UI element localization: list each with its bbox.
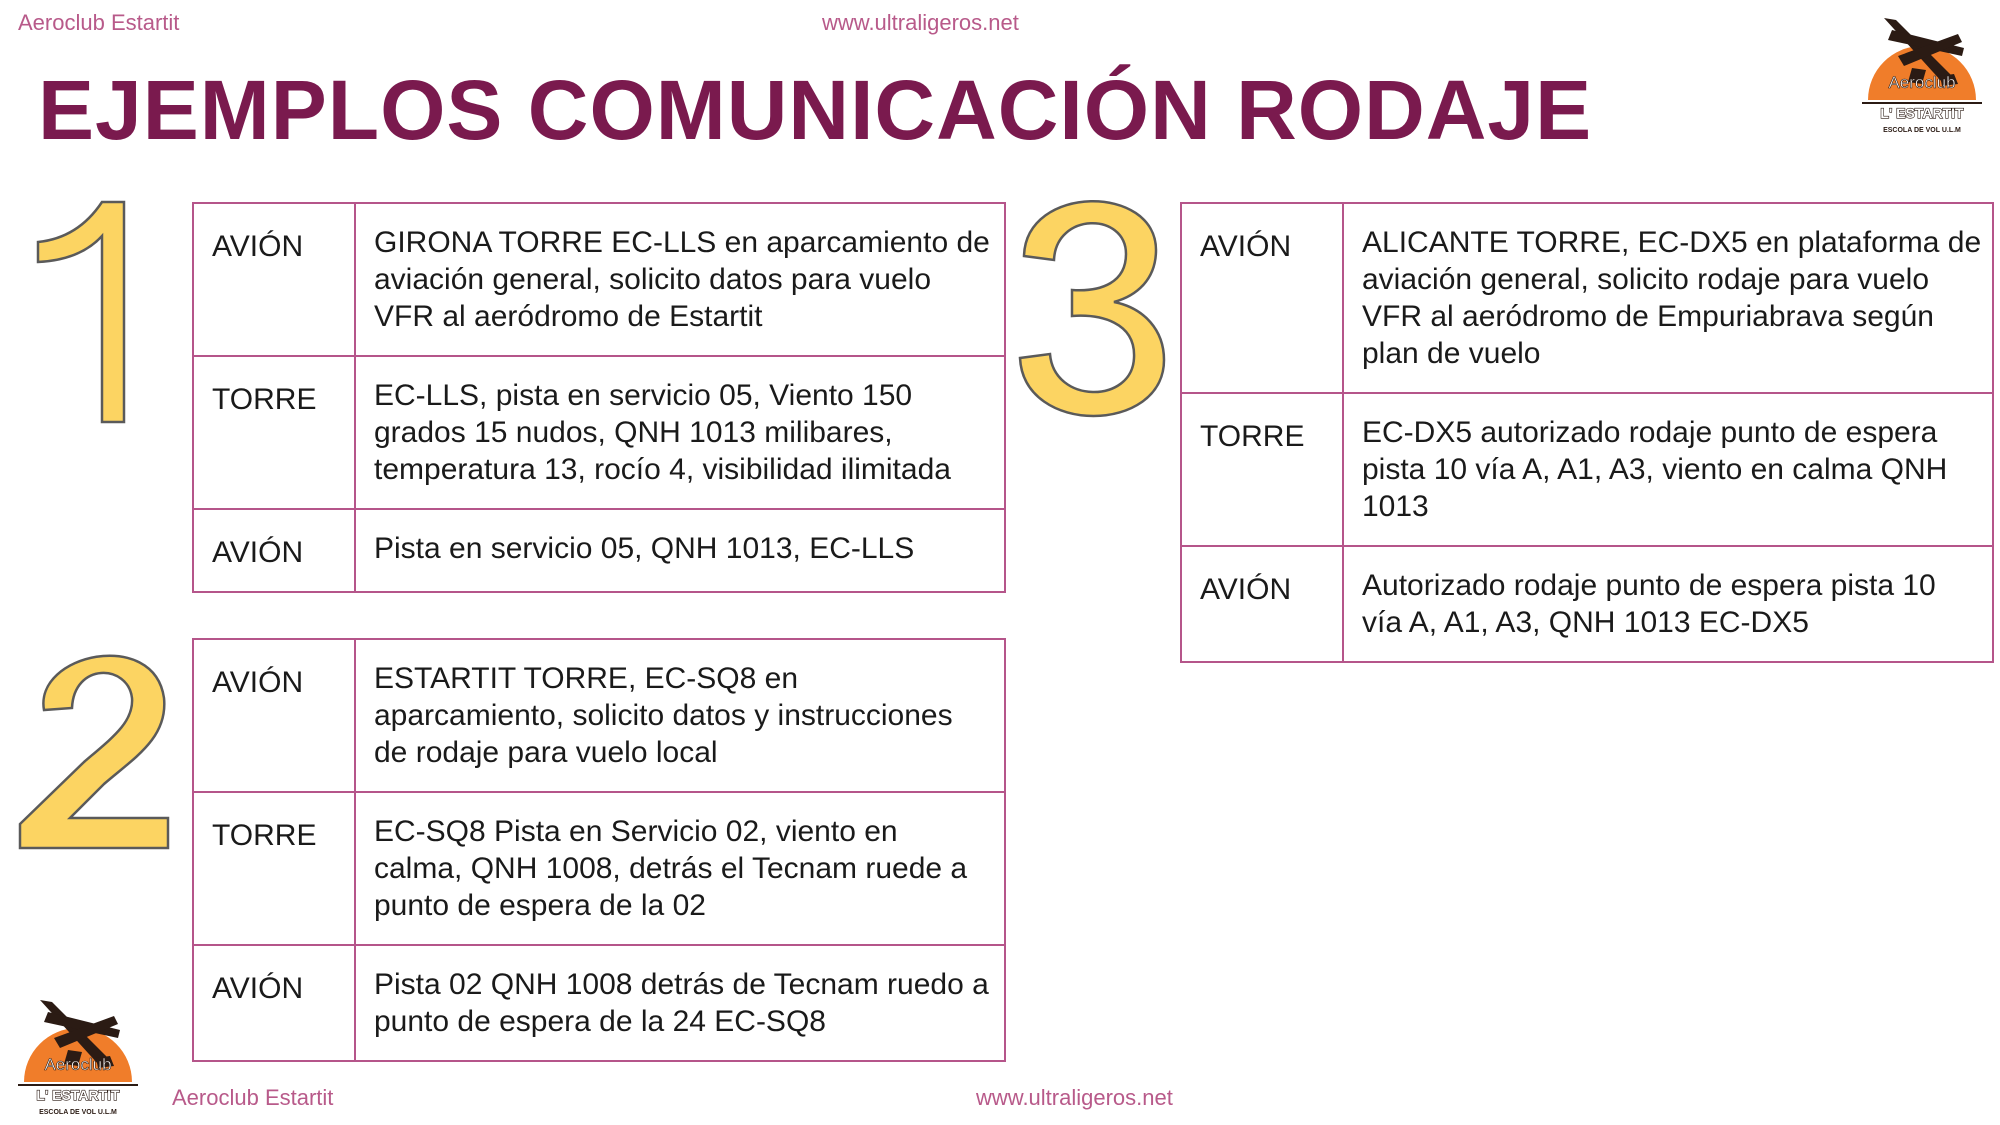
message-cell: EC-SQ8 Pista en Servicio 02, viento en calma, QNH 1008, detrás el Tecnam ruede a punto de espera de la 02 [355, 792, 1005, 945]
message-cell: Pista en servicio 05, QNH 1013, EC-LLS [355, 509, 1005, 592]
table-row [193, 509, 1005, 592]
example-3-table [1180, 202, 1994, 663]
example-number-3 [1016, 198, 1166, 428]
table-row [193, 203, 1005, 356]
table-row [193, 792, 1005, 945]
table-row [193, 945, 1005, 1061]
message-cell: GIRONA TORRE EC-LLS en aparcamiento de aviación general, solicito datos para vuelo VFR al aeródromo de Estartit [355, 203, 1005, 356]
example-2-table [192, 638, 1006, 1062]
logo-escola-text: ESCOLA DE VOL U.L.M [1883, 127, 1961, 134]
message-cell: ESTARTIT TORRE, EC-SQ8 en aparcamiento, solicito datos y instrucciones de rodaje para vuelo local [355, 639, 1005, 792]
logo-escola-text: ESCOLA DE VOL U.L.M [39, 1109, 117, 1116]
logo-estartit-text: L' ESTARTIT [36, 1087, 120, 1103]
example-number-2 [14, 638, 174, 853]
speaker-cell: TORRE [1181, 393, 1343, 546]
header-website[interactable]: www.ultraligeros.net [822, 10, 1019, 35]
speaker-cell: AVIÓN [193, 509, 355, 592]
table-row [1181, 393, 1993, 546]
speaker-cell: AVIÓN [193, 945, 355, 1061]
speaker-cell: TORRE [193, 792, 355, 945]
example-number-1 [28, 200, 138, 425]
speaker-cell: AVIÓN [193, 639, 355, 792]
message-cell: EC-LLS, pista en servicio 05, Viento 150 grados 15 nudos, QNH 1013 milibares, temperatura 13, rocío 4, visibilidad ilimitada [355, 356, 1005, 509]
table-row [193, 639, 1005, 792]
speaker-cell: TORRE [193, 356, 355, 509]
logo-aeroclub-text: Aeroclub [1888, 73, 1956, 92]
aeroclub-logo-top [1862, 12, 1982, 136]
logo-estartit-text: L' ESTARTIT [1880, 105, 1964, 121]
footer-website[interactable]: www.ultraligeros.net [976, 1085, 1173, 1110]
message-cell: Pista 02 QNH 1008 detrás de Tecnam ruedo a punto de espera de la 24 EC-SQ8 [355, 945, 1005, 1061]
table-row [1181, 203, 1993, 393]
footer-club-name: Aeroclub Estartit [172, 1085, 334, 1110]
aeroclub-logo-bottom [18, 994, 138, 1118]
example-1-table [192, 202, 1006, 593]
speaker-cell: AVIÓN [193, 203, 355, 356]
table-row [193, 356, 1005, 509]
speaker-cell: AVIÓN [1181, 203, 1343, 393]
message-cell: Autorizado rodaje punto de espera pista 10 vía A, A1, A3, QNH 1013 EC-DX5 [1343, 546, 1993, 662]
message-cell: ALICANTE TORRE, EC-DX5 en plataforma de aviación general, solicito rodaje para vuelo VFR al aeródromo de Empuriabrava según plan de vuelo [1343, 203, 1993, 393]
page-title: EJEMPLOS COMUNICACIÓN RODAJE [38, 63, 1593, 157]
table-row [1181, 546, 1993, 662]
header-club-name: Aeroclub Estartit [18, 10, 180, 35]
message-cell: EC-DX5 autorizado rodaje punto de espera pista 10 vía A, A1, A3, viento en calma QNH 1013 [1343, 393, 1993, 546]
logo-aeroclub-text: Aeroclub [44, 1055, 112, 1074]
speaker-cell: AVIÓN [1181, 546, 1343, 662]
